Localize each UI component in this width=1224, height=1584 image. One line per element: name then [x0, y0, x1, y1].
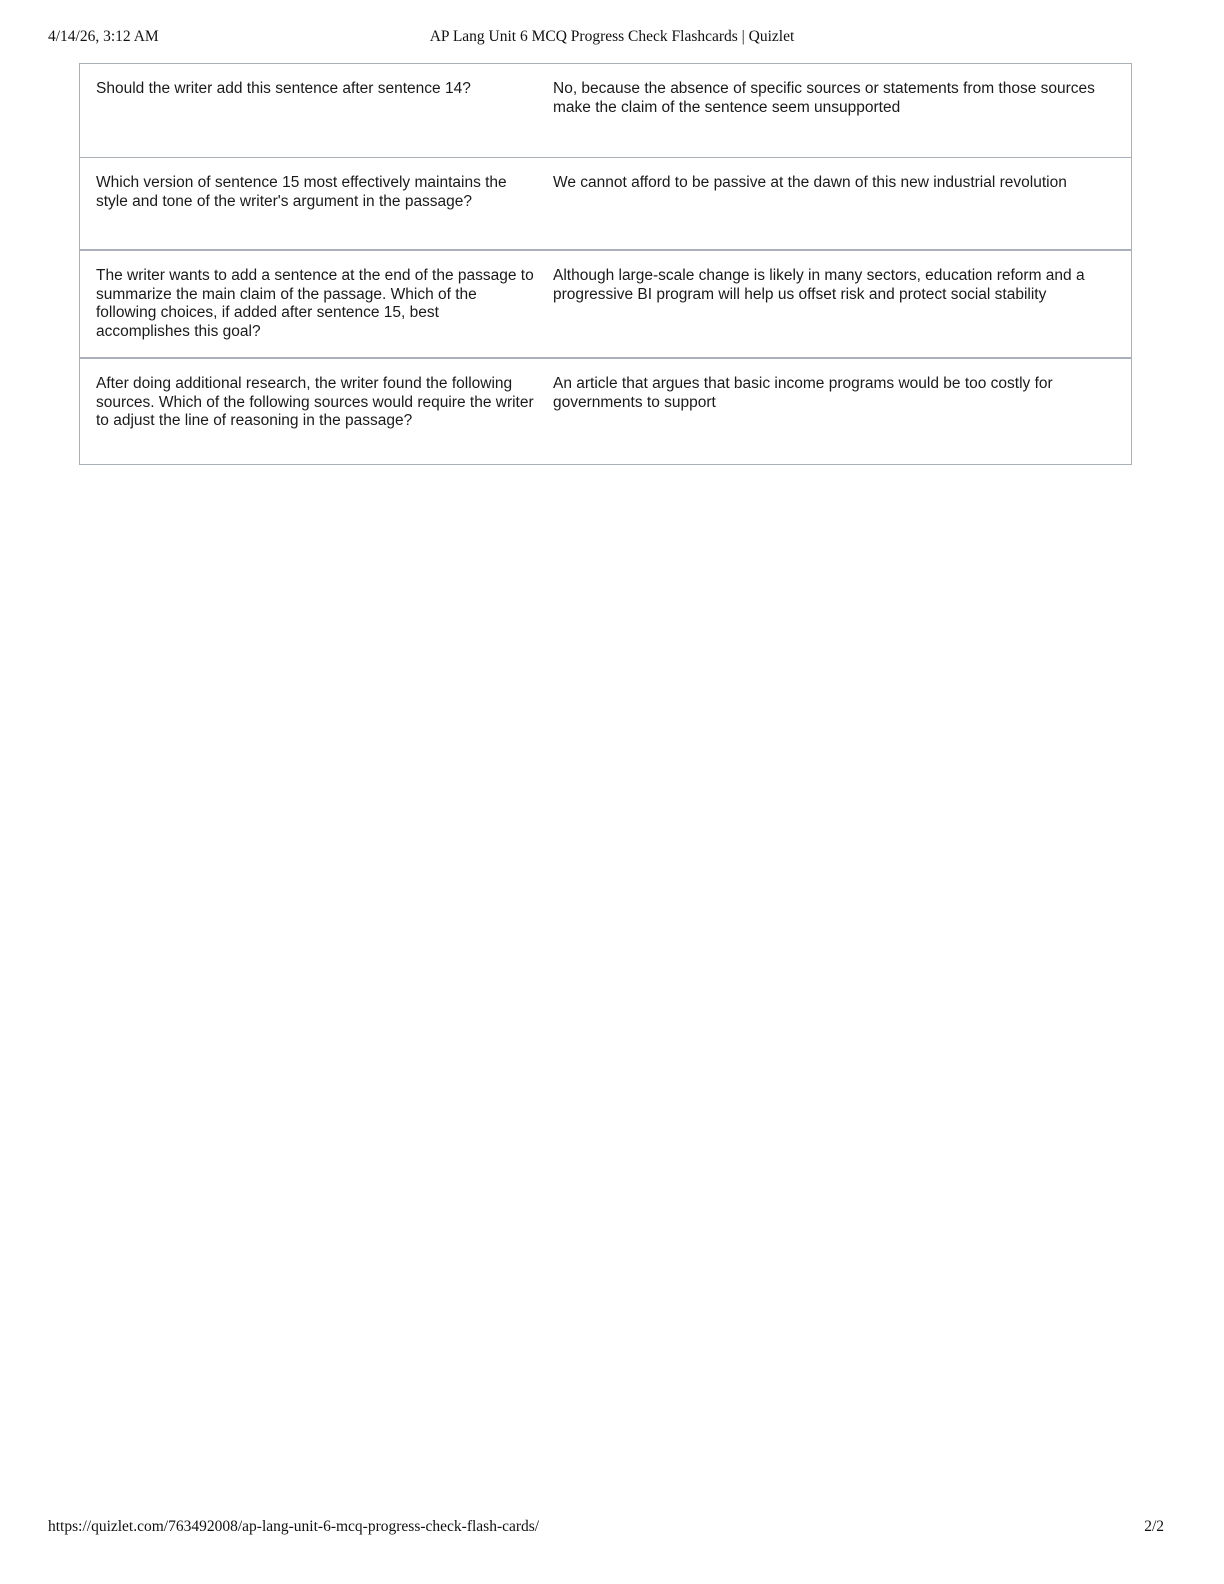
flashcard-row — [80, 359, 1131, 465]
flashcard-term: Which version of sentence 15 most effectively maintains the style and tone of the writer's argument in the passage? — [96, 174, 507, 210]
page-url: https://quizlet.com/763492008/ap-lang-unit-6-mcq-progress-check-flash-cards/ — [48, 1518, 540, 1535]
flashcard-definition: No, because the absence of specific sources or statements from those sources make the claim of the sentence seem unsupported — [553, 80, 1095, 116]
print-footer — [48, 1518, 1164, 1540]
flashcard-row — [80, 251, 1131, 359]
flashcard-definition: Although large-scale change is likely in many sectors, education reform and a progressive BI program will help us offset risk and protect social stability — [553, 267, 1085, 303]
flashcard-row — [80, 64, 1131, 158]
flashcard-list — [79, 63, 1132, 465]
flashcard-row — [80, 158, 1131, 251]
page-title: AP Lang Unit 6 MCQ Progress Check Flashcards | Quizlet — [429, 28, 795, 45]
page-number: 2/2 — [1144, 1518, 1164, 1535]
flashcard-term: Should the writer add this sentence after sentence 14? — [96, 80, 471, 97]
flashcard-definition: We cannot afford to be passive at the dawn of this new industrial revolution — [553, 174, 1067, 191]
print-date: 4/14/26, 3:12 AM — [48, 28, 159, 45]
flashcard-term: The writer wants to add a sentence at the end of the passage to summarize the main claim of the passage. Which of the following choices, if added after sentence 15, best accomplishes this goal? — [96, 267, 534, 340]
flashcard-definition: An article that argues that basic income programs would be too costly for governments to support — [553, 375, 1053, 411]
print-header — [48, 28, 1176, 50]
flashcard-term: After doing additional research, the writer found the following sources. Which of the following sources would require the writer to adjust the line of reasoning in the passage? — [96, 375, 534, 430]
